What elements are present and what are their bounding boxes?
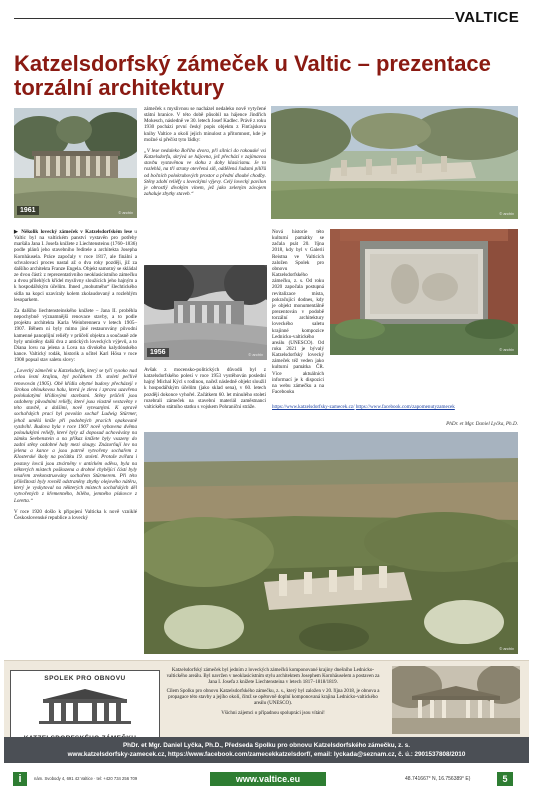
photo-ruins: [271, 106, 518, 219]
photo-1961-year: 1961: [17, 206, 39, 215]
photo-1961-image: [14, 108, 137, 218]
facebook-link[interactable]: https://www.facebook.com/zapomenutyzamecek: [355, 404, 455, 410]
info-icon: i: [13, 772, 27, 786]
section-label: VALTICE: [454, 9, 519, 26]
logo-building-icon: [35, 687, 135, 725]
contact-line-2: www.katzelsdorfsky-zamecek.cz, https://www.facebook.com/zamecekkatzelsdorf/, email: lyckada@seznam.cz, č. ú.: 2901537808/2010: [67, 751, 466, 758]
column-2-upper: [144, 106, 266, 202]
photo-1961: [14, 108, 137, 218]
contact-line-1: PhDr. et Mgr. Daniel Lyčka, Ph.D., Předseda Spolku pro obnovu Katzelsdorfského zámečku, z. s.: [122, 742, 411, 749]
photo-aerial-image: [144, 432, 518, 654]
page-title: [14, 52, 519, 100]
header-rule: [14, 18, 454, 19]
page-number: 5: [497, 772, 513, 786]
photo-ruins-image: [271, 106, 518, 219]
footer-url[interactable]: www.valtice.eu: [210, 772, 326, 786]
photo-relief: [330, 229, 518, 355]
photo-aerial: [144, 432, 518, 654]
col1-bold-phrase: lovecký zámeček v Katzelsdorfském lese: [40, 229, 133, 235]
footer-address: nám. Svobody 4, 691 42 Valtice · tel: +420 734 256 709: [34, 776, 138, 781]
website-link[interactable]: https://www.katzelsdorfsky-zamecek.cz/: [272, 404, 355, 410]
pavilion-drawing-image: [392, 666, 520, 734]
col1-lead: ▶ Několik: [14, 229, 39, 235]
title-line-2: torzální architektury: [14, 75, 225, 100]
photo-aerial-credit: © archiv: [499, 646, 514, 651]
info-paragraph-1: Katzelsdorfský zámeček byl jedním z loveckých zámečků komponované krajiny dnešního Lednicko-valtického areálu. Byl navržen v neoklasicistním stylu architektem Josephem Kornhäuselem a postaven za Jana I. Josefa z knížete Liechtensteina v letech 1817–1818/1819.: [166, 668, 380, 686]
photo-1961-credit: © archiv: [118, 210, 133, 215]
col2-paragraph-1: zámeček s myslivnou se nacházel nedaleko nově vytyčené státní hranice. V této době působil na hájence Jindřich Mokesch, následně ve 30. letech Josef Kadlec. Právě z roku 1930 pochází první český popis objektu z Finťajskova knihy Valtice a okolí jejich minulost a přítomnost, kde je možné si přečíst tyto řádky:: [144, 106, 266, 143]
photo-1956-image: [144, 265, 267, 360]
col1-paragraph-4: V roce 1920 došlo k připojení Valticka k nově vzniklé Československé republice a lovecký: [14, 508, 137, 521]
col1-paragraph-1-rest: u Valtic byl na valtickém panství vystavěn pro potřeby maršála Jana I. Josefa knížete z Liechtensteinu (1760–1836) podle plánů jeho stavebního ředitele a architekta Josepha Kornhäusela. Práce započaly v roce 1817, ale finální a schvalovací proces nastal až o dva roky později, již za dalšího architekta Franze Engela. Objekt samotný se skládal ze dvou částí: z reprezentativního neoklasicistního zámečku a dvou přilehlých křídel myslivny sloužících jeho hajným a k hospodářským účelům. Ihned „mohutného“ šlechtického sídla na kopci uzavíraly kolem zkolaudovaný a rozlehlým lesoparkem.: [14, 229, 137, 303]
column-3: [272, 229, 324, 395]
info-paragraph-2: Cílem Spolku pro obnovu Katzelsdorfského zámečku, z. s., který byl založen v 20. října 2018, je obnova a propagace této stavby a jejího okolí, čímž se opětovně doplní komponovaná krajina Lednicko-valtického areálu (UNESCO).: [166, 689, 380, 707]
col2-quote: „V lese nedaleko Bořího dvora, při silnici do rakouské vsi Katzelsdorfu, skrývá se hájovna, jež přechází v zajímavou stavbu vystavěnou ve slohu z doby klasicismu. Je to rozlehlá, na tři strany otevřená síň, oddělená řadami pilířů od bočních polokruhových prostor a přední dlouhé chodby. Stěny zdobí reliéfy s loveckými výjevy. Celý lovecký pavilon je obrostlý divokým vínem, jež jako zeleným závojem zahaluje zbytky staveb.“: [144, 147, 266, 198]
photo-ruins-credit: © archiv: [499, 211, 514, 216]
footer-coordinates: 48.741667° N, 16.756389° E): [405, 776, 471, 782]
col3-paragraph-1: Nová historie této kulturní památky se začala psát 20. října 2018, kdy byl v Galerii Reistna ve Valticích založen Spolek pro obnovu Katzelsdorfského zámečku, z. s. Od roku 2020 započala postupná revitalizace místa, pokračující dodnes, kdy je objekt monumentálně prezentován v podobě torzální architektury loveckého saletu krajinné kompozice Lednicko-valtického areálu (UNESCO). Od roku 2021 je bývalý Katzelsdorfský lovecký zámeček též veden jako kulturní památka ČR. Více aktuálních informací je k dispozici na webu zámečku a na Facebooku: [272, 229, 324, 396]
col1-paragraph-1: [14, 229, 137, 303]
column-2-lower: [144, 367, 266, 415]
col1-quote: „Lovecký zámeček u Katzelsdorfu, který se tyčí vysoko nad celou lesní krajinu, byl počátkem 19. století pečlivě renovován (1905). Obě křídla obytné budovy přecházejí v širokou obloukovou halu, která je zleva i zprava uzavřena polokulatými křídlovými stavbami. Stěny průčelí jsou ozdobeny původními reliéfy, které jsou vlastně vestavěny v této stavbě, a dalšími, nově vytesanými. K opravě sochařských prací byl povolán sochař Ludwig Stürmer, jehož umělá kníže při podobných pracích opakovaně vyzdvihl. Budova byla v roce 1907 nově vybavena dvěma poloulukými reliéfy, které byly až doposud uchovávány na zámku Seebenstein a na příkaz knížete byly vsazeny do zadní stěny ozdobné haly mezi sloupy. Znázorňují lov na jelena a kance a jsou patrně vytvořeny sochařem z Klosterské školy na počátku 19. století. Protože zvířata i postavy lovců jsou ztvárněny v antickém oděvu, byla na některých místech poškozena a drobné chybějící části byly tesařem zrekonstruovány sochařem Stürmerem. Při této příležitosti byly rovněž odstraněny zbytky olejového nátěru, který je vyskytoval na některých místech sochařských děl vytvořených z křemenného, bílého, jemného pískovce z Loretta.“: [14, 368, 137, 504]
association-logo: [10, 670, 160, 747]
photo-relief-image: [330, 229, 518, 355]
col2-paragraph-3: Avšak z mocensko-politických důvodů byl z katzelsdorfského polesí v roce 1953 vystěhován poslední hajný Michal Kýcl s rodinou, načež následně objekt sloužil k hospodářským účelům (jako sklad sena), v 60. letech pozdějí dokonce vyhořel. Začátkem 60. let minulého století rozebrali zámeček na stavební materiál zaměstnanci valtického státního statku s vojskem Pohraniční stráže.: [144, 367, 266, 410]
photo-1956: [144, 265, 267, 360]
logo-top-text: SPOLEK PRO OBNOVU: [44, 675, 126, 682]
photo-1956-year: 1956: [147, 348, 169, 357]
signature: PhDr. et Mgr. Daniel Lyčka, Ph.D.: [446, 421, 518, 427]
contact-bar: [4, 737, 529, 763]
column-1: [14, 229, 137, 526]
association-info: [163, 668, 383, 720]
info-paragraph-3: Všichni zájemci o případnou spolupráci jsou vítáni!: [221, 710, 325, 716]
photo-relief-credit: © archiv: [499, 347, 514, 352]
title-line-1: Katzelsdorfský zámeček u Valtic – prezentace: [14, 51, 491, 76]
col1-paragraph-2: Za dalšího liechtensteinského knížete – Jana II. proběhla nepochybně významnější renovace stavby, a to podle projektu architekta Karla Weinbrennera v letech 1905–1907. Během ní byly mimo jiné restaurovány původní kamenné panoplijní reliéfy v průčelí objektu a současně zde byly umístěny další dva z antických loveckých výjevů, a to Diana lovu na jelena a Lova na divokého kalydónského kance. Valtický rodák, historik a učitel Karl Hösa v roce 1908 popsal stav saletu slovy:: [14, 307, 137, 364]
links-block: [272, 404, 518, 410]
photo-pavilion-drawing: [392, 666, 520, 734]
photo-1956-credit: © archiv: [248, 352, 263, 357]
